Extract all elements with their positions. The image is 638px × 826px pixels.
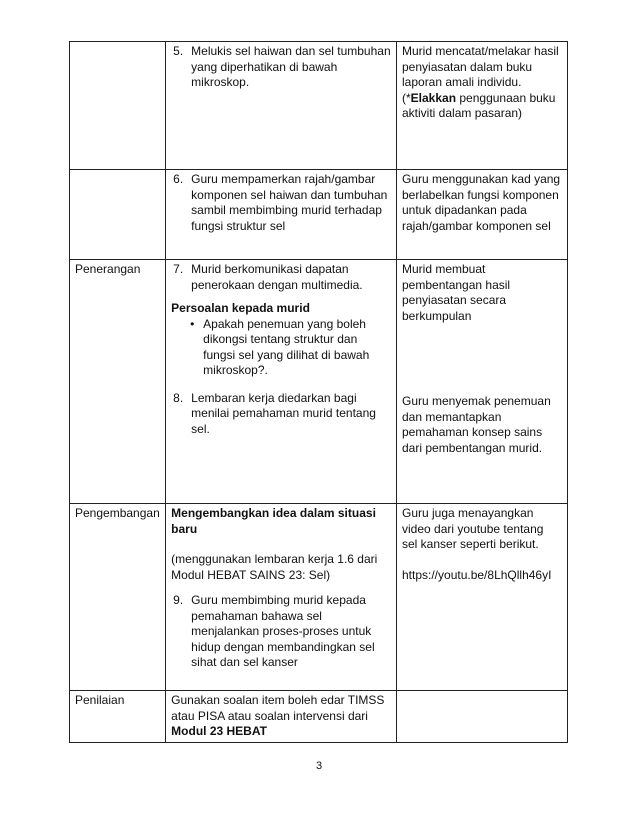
note-bold: Elakkan (410, 90, 457, 105)
step-number: 5. (173, 44, 184, 58)
lesson-plan-table (69, 41, 568, 743)
numbered-step (171, 262, 391, 293)
question-heading: Persoalan kepada murid (171, 301, 310, 315)
activity-cell (166, 170, 397, 260)
step-number: 9. (173, 593, 184, 607)
assessment-text: Gunakan soalan item boleh edar TIMSS atau PISA atau soalan intervensi dari (171, 693, 385, 723)
step-number: 8. (173, 390, 184, 405)
step-text: Lembaran kerja diedarkan bagi menilai pemahaman murid tentang sel. (191, 390, 376, 436)
table-row (70, 42, 568, 170)
step-text: Guru mempamerkan rajah/gambar komponen sel haiwan dan tumbuhan sambil membimbing murid terhadap fungsi struktur sel (191, 172, 388, 233)
paren-text: (menggunakan lembaran kerja 1.6 dari Modul HEBAT SAINS 23: Sel) (171, 552, 378, 582)
table-row (70, 504, 568, 691)
youtube-link[interactable]: https://youtu.be/8LhQllh46yI (402, 567, 552, 582)
table-row (70, 260, 568, 504)
numbered-step (171, 44, 391, 91)
step-number: 6. (173, 172, 184, 186)
stage-cell: Pengembangan (70, 504, 166, 691)
table-row (70, 691, 568, 743)
section-heading: Mengembangkan idea dalam situasi baru (171, 506, 376, 536)
activity-cell (166, 260, 397, 504)
step-text: Melukis sel haiwan dan sel tumbuhan yang diperhatikan di bawah mikroskop. (191, 44, 391, 89)
note-cell (397, 260, 568, 504)
page-number: 3 (315, 760, 323, 772)
note-cell (397, 691, 568, 743)
numbered-step (171, 391, 391, 438)
numbered-step (171, 593, 391, 671)
stage-cell (70, 42, 166, 170)
note-text-end: penggunaan buku aktiviti dalam pasaran) (402, 90, 556, 120)
note-cell (397, 504, 568, 691)
bullet-icon: • (190, 316, 195, 331)
note-cell: Guru menggunakan kad yang berlabelkan fungsi komponen untuk dipadankan pada rajah/gambar komponen sel (397, 170, 568, 260)
stage-cell: Penerangan (70, 260, 166, 504)
stage-cell: Penilaian (70, 691, 166, 743)
note-text: Guru juga menayangkan video dari youtube tentang sel kanser seperti berikut. (402, 506, 544, 551)
table-row (70, 170, 568, 260)
numbered-step (171, 172, 391, 234)
activity-cell (166, 691, 397, 743)
step-text: Guru membimbing murid kepada pemahaman bahawa sel menjalankan proses-proses untuk hidup dengan membandingkan sel sihat dan sel kanser (191, 593, 375, 669)
note-cell (397, 42, 568, 170)
activity-cell (166, 42, 397, 170)
note-text: Murid mencatat/melakar hasil penyiasatan dalam buku laporan amali individu. (* (402, 44, 559, 105)
activity-cell (166, 504, 397, 691)
bullet-text: Apakah penemuan yang boleh dikongsi tentang struktur dan fungsi sel yang dilihat di bawah mikroskop?. (203, 316, 370, 377)
step-text: Murid berkomunikasi dapatan penerokaan dengan multimedia. (191, 262, 363, 292)
bullet-item (181, 317, 391, 379)
note-text: Murid membuat pembentangan hasil penyiasatan secara berkumpulan (402, 262, 511, 323)
note-text: Guru menyemak penemuan dan memantapkan pemahaman konsep sains dari pembentangan murid. (402, 394, 551, 455)
stage-cell (70, 170, 166, 260)
step-number: 7. (173, 262, 184, 276)
assessment-bold: Modul 23 HEBAT (171, 724, 267, 738)
